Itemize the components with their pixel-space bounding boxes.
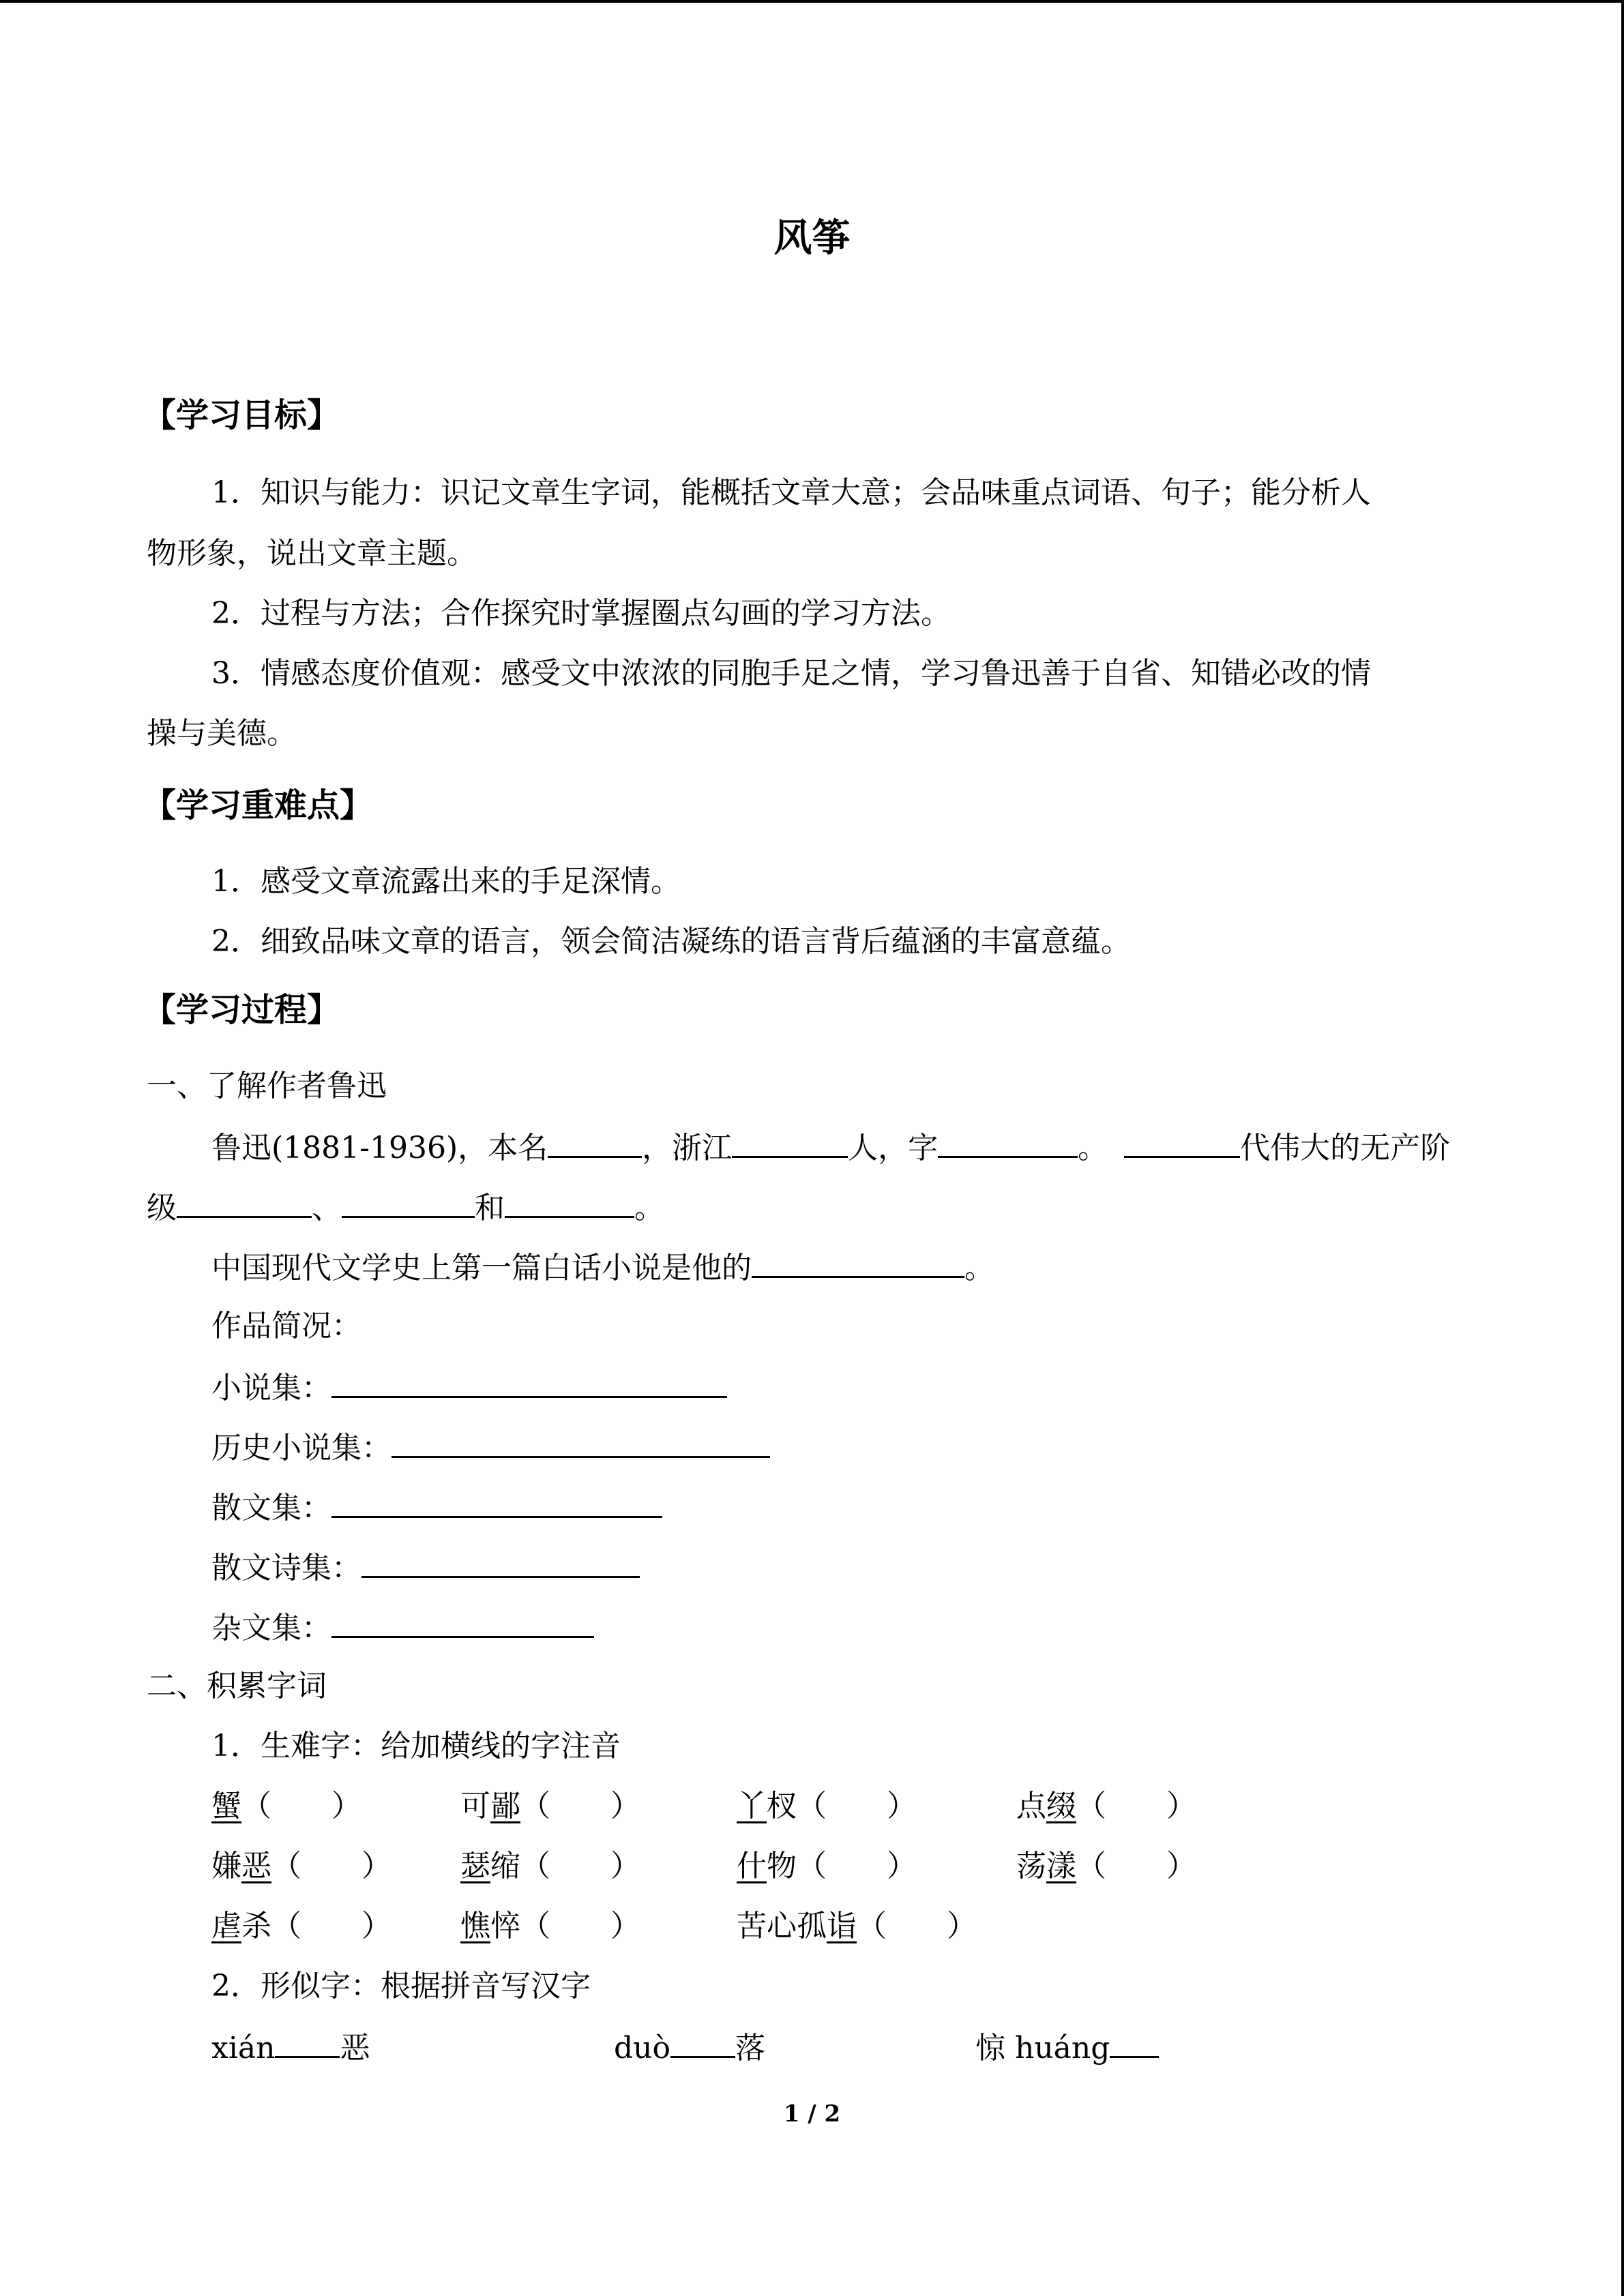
works-miscellany [211,1609,594,1647]
pinyin-item: 丫杈（ ） [737,1789,917,1823]
underlined-char: 诣 [827,1909,857,1943]
answer-paren[interactable]: （ ） [1076,1849,1196,1883]
bio-text-d: 。 [1078,1131,1108,1165]
underlined-char: 虐 [211,1909,241,1943]
blank-similar-char[interactable] [670,2029,735,2058]
blank-essays[interactable] [331,1489,662,1518]
bio2-text-d: 。 [634,1191,664,1225]
works-label: 作品简况： [211,1309,361,1343]
blank-prose-poems[interactable] [361,1549,640,1578]
goal-item-3-line-2: 操与美德。 [147,716,297,751]
pinyin-text: huáng [1015,2031,1110,2066]
blank-novels[interactable] [331,1369,727,1398]
works-historical-label: 历史小说集： [211,1431,392,1465]
bio-line-2 [147,1189,664,1227]
bio2-text-b: 、 [312,1191,342,1225]
answer-paren[interactable]: （ ） [857,1909,977,1943]
answer-paren[interactable]: （ ） [271,1909,392,1943]
underlined-char: 什 [737,1849,767,1883]
goal-item-1-line-1: 1．知识与能力：识记文章生字词，能概括文章大意；会品味重点词语、句子；能分析人 [211,475,1371,510]
pinyin-item: 荡漾（ ） [1016,1849,1196,1883]
part2-heading: 二、积累字词 [147,1669,327,1703]
blank-identity-2[interactable] [342,1189,475,1218]
underlined-char: 丫 [737,1789,767,1823]
bio-text-e: 代伟大的无产阶 [1240,1131,1451,1165]
pinyin-text: xián [211,2031,276,2066]
pinyin-item: 可鄙（ ） [460,1789,640,1823]
works-essays [211,1489,662,1527]
answer-paren[interactable]: （ ） [271,1849,392,1883]
works-historical-novels [211,1429,770,1467]
pinyin-item: 点缀（ ） [1016,1789,1196,1823]
underlined-char: 鄙 [490,1789,520,1823]
blank-hometown[interactable] [732,1129,848,1158]
pinyin-item: 什物（ ） [737,1849,917,1883]
pinyin-item: 虐杀（ ） [211,1909,392,1943]
document-title: 风筝 [773,216,851,260]
blank-identity-1[interactable] [177,1189,312,1218]
blank-era[interactable] [1124,1129,1240,1158]
pinyin-item: 嫌恶（ ） [211,1849,392,1883]
answer-paren[interactable]: （ ） [797,1789,917,1823]
blank-first-novel[interactable] [752,1249,964,1278]
pinyin-item [211,1789,361,1825]
bio-text-b: ，浙江 [642,1131,733,1165]
pinyin-item: 苦心孤诣（ ） [737,1909,977,1943]
goal-item-3-line-1: 3．情感态度价值观：感受文中浓浓的同胞手足之情，学习鲁迅善于自省、知错必改的情 [211,656,1371,691]
similar-char-item: 惊 huáng [975,2029,1159,2067]
goal-item-1-line-2: 物形象，说出文章主题。 [147,536,477,571]
page-border-right [1621,0,1624,2296]
first-novel-text: 中国现代文学史上第一篇白话小说是他的 [211,1251,752,1285]
works-novels-label: 小说集： [211,1371,331,1405]
underlined-char: 恶 [241,1849,271,1883]
page-border-top [0,0,1624,3]
bio-line-1 [211,1129,1450,1167]
underlined-char: 缀 [1046,1789,1076,1823]
first-novel-end: 。 [964,1251,994,1285]
answer-paren[interactable]: （ ） [520,1789,640,1823]
bio2-text-a: 级 [147,1191,177,1225]
blank-courtesy-name[interactable] [938,1129,1078,1158]
heading-learning-process: 【学习过程】 [143,991,340,1029]
underlined-char: 憔 [460,1909,490,1943]
page-number: 1 / 2 [783,2100,841,2128]
underlined-char: 蟹 [211,1789,241,1823]
heading-key-points: 【学习重难点】 [143,786,373,824]
first-novel-line [211,1249,994,1287]
similar-char-item: duò 落 [614,2029,765,2067]
underlined-char: 瑟 [460,1849,490,1883]
similar-char-item: xián 恶 [211,2029,370,2067]
blank-historical-novels[interactable] [392,1429,770,1458]
keypoint-item-2: 2．细致品味文章的语言，领会简洁凝练的语言背后蕴涵的丰富意蕴。 [211,924,1131,959]
pinyin-text: duò [614,2031,670,2066]
underlined-char: 漾 [1046,1849,1076,1883]
works-essays-label: 散文集： [211,1491,331,1525]
goal-item-2: 2．过程与方法；合作探究时掌握圈点勾画的学习方法。 [211,596,951,631]
blank-similar-char[interactable] [275,2029,340,2058]
blank-identity-3[interactable] [505,1189,634,1218]
works-miscellany-label: 杂文集： [211,1611,331,1645]
works-prose-poems [211,1549,640,1587]
pinyin-item: 憔悴（ ） [460,1909,640,1943]
blank-miscellany[interactable] [331,1609,594,1638]
bio2-text-c: 和 [475,1191,505,1225]
works-prose-poems-label: 散文诗集： [211,1551,361,1585]
works-novels [211,1369,727,1407]
keypoint-item-1: 1．感受文章流露出来的手足深情。 [211,864,681,899]
answer-paren[interactable]: （ ） [797,1849,917,1883]
answer-paren[interactable]: （ ） [241,1789,361,1823]
bio-text-c: 人，字 [848,1131,939,1165]
bio-text-a: 鲁迅(1881-1936)，本名 [211,1131,548,1165]
answer-paren[interactable]: （ ） [520,1849,640,1883]
answer-paren[interactable]: （ ） [520,1909,640,1943]
answer-paren[interactable]: （ ） [1076,1789,1196,1823]
heading-learning-goals: 【学习目标】 [143,396,340,434]
blank-similar-char[interactable] [1110,2029,1159,2058]
blank-real-name[interactable] [548,1129,642,1158]
part1-heading: 一、了解作者鲁迅 [147,1069,387,1103]
pinyin-item: 瑟缩（ ） [460,1849,640,1883]
part2-sub2: 2．形似字：根据拼音写汉字 [211,1969,591,2003]
part2-sub1: 1．生难字：给加横线的字注音 [211,1729,621,1763]
